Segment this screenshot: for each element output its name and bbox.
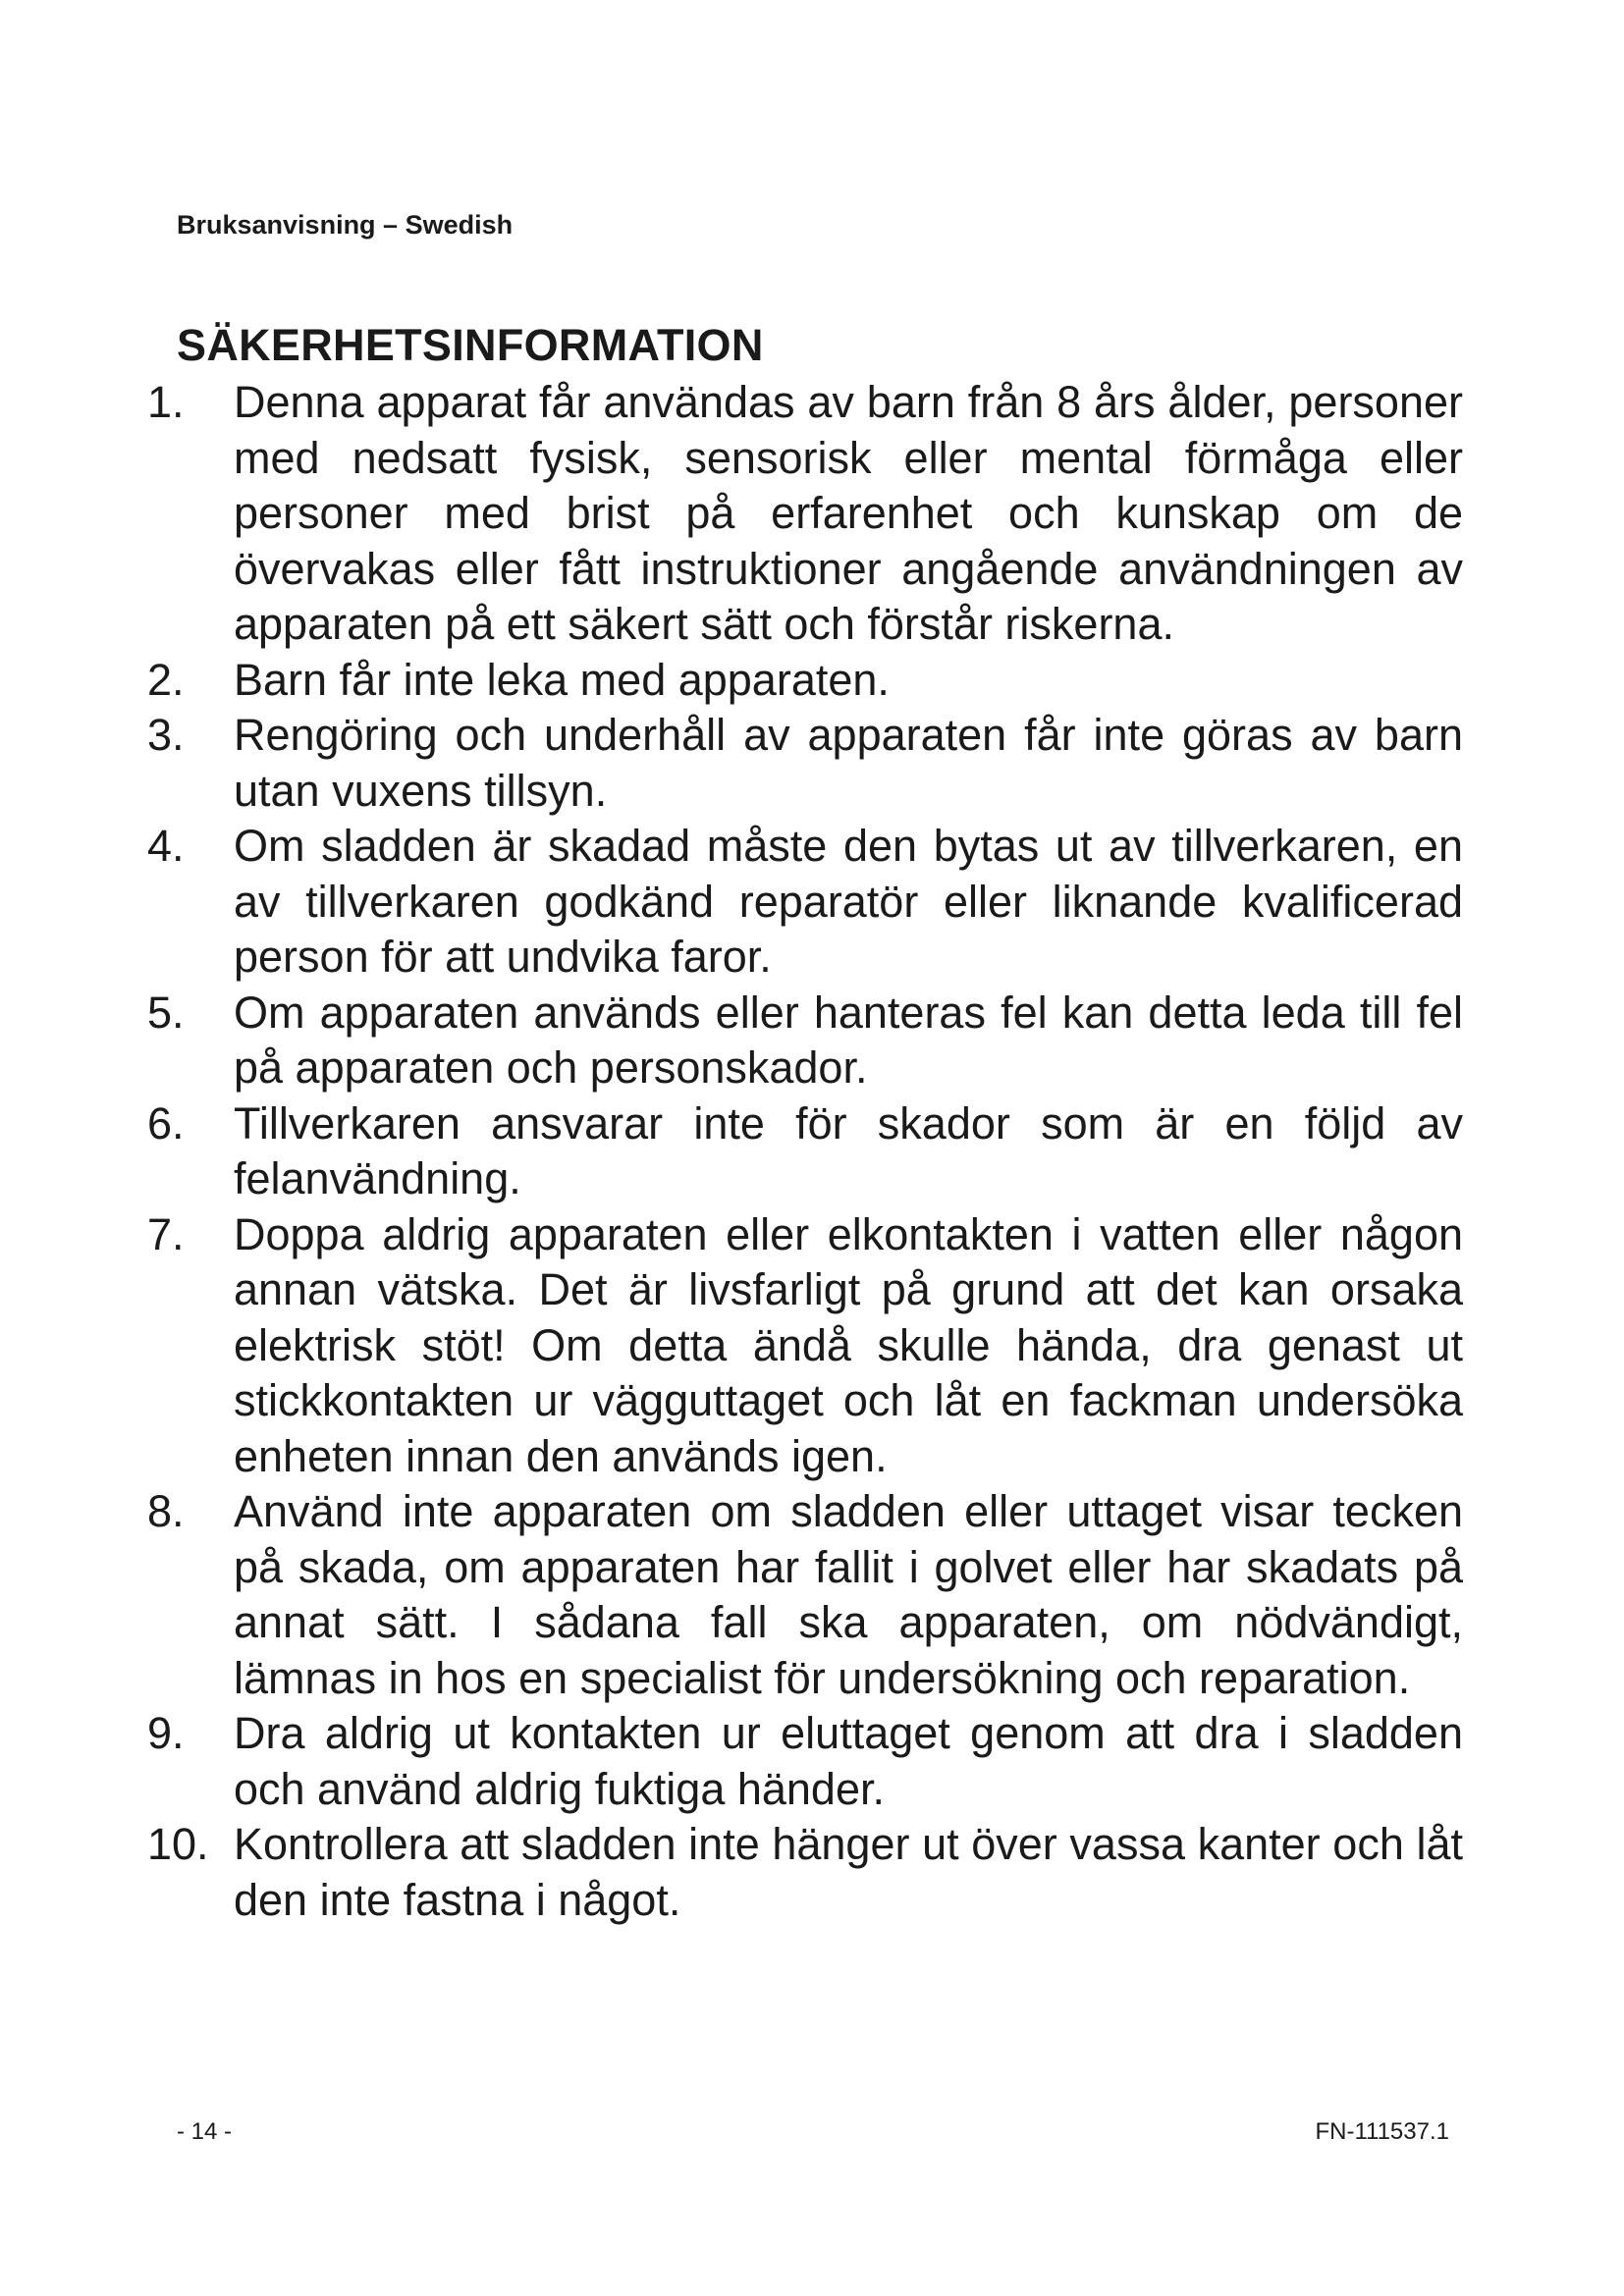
- item-number: 2.: [147, 654, 185, 705]
- list-item: [147, 819, 1463, 986]
- item-text: Tillverkaren ansvarar inte för skador som är en följd av felanvändning.: [234, 1097, 1463, 1203]
- safety-instructions-list: [147, 375, 1463, 1928]
- list-item: [147, 708, 1463, 819]
- page-number: - 14 -: [177, 2118, 233, 2145]
- item-text: Barn får inte leka med apparaten.: [234, 654, 890, 705]
- document-header-label: Bruksanvisning – Swedish: [177, 210, 514, 240]
- document-code: FN-111537.1: [1315, 2118, 1449, 2145]
- item-number: 10.: [147, 1819, 209, 1869]
- list-item: [147, 1096, 1463, 1207]
- list-item: [147, 1817, 1463, 1928]
- item-number: 7.: [147, 1208, 185, 1259]
- item-text: Rengöring och underhåll av apparaten får inte göras av barn utan vuxens tillsyn.: [234, 710, 1463, 816]
- item-text: Använd inte apparaten om sladden eller uttaget visar tecken på skada, om apparaten har fallit i golvet eller har skadats på annat sätt. I sådana fall ska apparaten, om nödvändigt, lämnas in hos en specialist för undersökning och reparation.: [234, 1486, 1463, 1703]
- list-item: [147, 986, 1463, 1096]
- item-number: 8.: [147, 1486, 185, 1536]
- item-number: 1.: [147, 377, 185, 427]
- list-item: [147, 653, 1463, 709]
- item-number: 6.: [147, 1097, 185, 1148]
- list-item: [147, 1207, 1463, 1485]
- item-text: Kontrollera att sladden inte hänger ut över vassa kanter och låt den inte fastna i något.: [234, 1819, 1463, 1925]
- item-number: 5.: [147, 987, 185, 1038]
- item-text: Doppa aldrig apparaten eller elkontakten i vatten eller någon annan vätska. Det är livsfarligt på grund att det kan orsaka elektrisk stöt! Om detta ändå skulle hända, dra genast ut stickkontakten ur vägguttaget och låt en fackman undersöka enheten innan den används igen.: [234, 1208, 1463, 1481]
- item-text: Om sladden är skadad måste den bytas ut av tillverkaren, en av tillverkaren godkänd reparatör eller liknande kvalificerad person för att undvika faror.: [234, 821, 1463, 982]
- item-text: Om apparaten används eller hanteras fel kan detta leda till fel på apparaten och personskador.: [234, 987, 1463, 1093]
- item-number: 4.: [147, 821, 185, 871]
- list-item: [147, 1706, 1463, 1817]
- section-title: SÄKERHETSINFORMATION: [177, 320, 764, 370]
- item-number: 9.: [147, 1708, 185, 1758]
- list-item: [147, 375, 1463, 653]
- item-text: Denna apparat får användas av barn från 8 års ålder, personer med nedsatt fysisk, sensorisk eller mental förmåga eller personer med brist på erfarenhet och kunskap om de övervakas eller fått instruktioner angående användningen av apparaten på ett säkert sätt och förstår riskerna.: [234, 377, 1463, 649]
- item-text: Dra aldrig ut kontakten ur eluttaget genom att dra i sladden och använd aldrig fuktiga händer.: [234, 1708, 1463, 1814]
- item-number: 3.: [147, 710, 185, 760]
- list-item: [147, 1484, 1463, 1706]
